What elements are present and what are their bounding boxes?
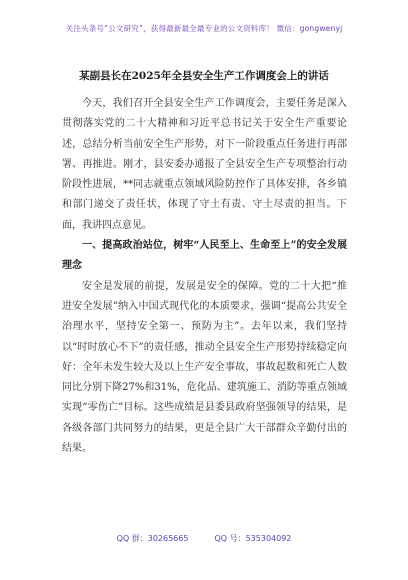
footer-contacts [0,533,408,544]
paragraph-section-1: 安全是发展的前提，发展是安全的保障。党的二十大把“推进安全发展”纳入中国式现代化的本质要求，强调“提高公共安全治理水平，坚持安全第一、预防为主”。去年以来，我们坚持以“时时放心不下”的责任感，推动全县安全生产形势持续稳定向好：全年未发生较大及以上生产安全事故，事故起数和死亡人数同比分别下降27%和31%，危化品、建筑施工、消防等重点领域实现“零伤亡”目标。这些成绩是县委县政府坚强领导的结果，是各级各部门共同努力的结果，更是全县广大干部群众辛勤付出的结果。 [62,280,347,455]
document-title: 某副县长在2025年全县安全生产工作调度会上的讲话 [79,70,329,82]
footer-qq-group: QQ 群：30265665 [116,534,189,543]
document-body [62,94,347,459]
footer-qq-number: QQ 号：535304092 [214,534,292,543]
section-heading-1: 一、提高政治站位，树牢“人民至上、生命至上”的安全发展理念 [62,240,347,272]
header-notice: 关注头条号“公文研究”，获得最新最全最专业的公文资料库！ 微信：gongwenyj [65,23,343,33]
paragraph-intro: 今天，我们召开全县安全生产工作调度会，主要任务是深入贯彻落实党的二十大精神和习近平总书记关于安全生产重要论述，总结分析当前安全生产形势，对下一阶段重点任务进行再部署、再推进。刚才，县安委办通报了全县安全生产专项整治行动阶段性进展，**同志就重点领域风险防控作了具体安排，各乡镇和部门递交了责任状，体现了守土有责、守土尽责的担当。下面，我讲四点意见。 [62,98,347,231]
